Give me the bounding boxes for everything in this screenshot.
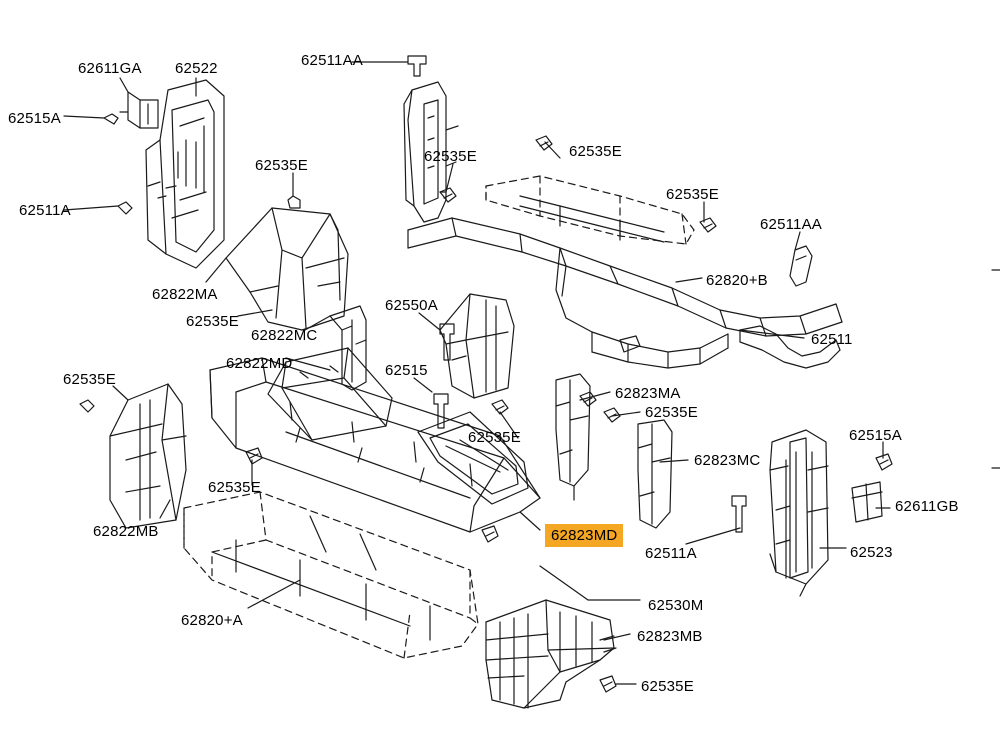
part-label-62511A-left[interactable]: 62511A: [19, 202, 71, 219]
part-label-62822MB[interactable]: 62822MB: [93, 523, 159, 540]
part-label-62535E-d[interactable]: 62535E: [666, 186, 719, 203]
part-label-62535E-c[interactable]: 62535E: [569, 143, 622, 160]
part-label-62523[interactable]: 62523: [850, 544, 893, 561]
part-label-62535E-a[interactable]: 62535E: [255, 157, 308, 174]
part-label-62515A-left[interactable]: 62515A: [8, 110, 61, 127]
part-label-62822MA[interactable]: 62822MA: [152, 286, 218, 303]
part-label-62535E-j[interactable]: 62535E: [641, 678, 694, 695]
part-label-62535E-e[interactable]: 62535E: [186, 313, 239, 330]
part-label-62550A[interactable]: 62550A: [385, 297, 438, 314]
part-label-62515A-right[interactable]: 62515A: [849, 427, 902, 444]
part-label-62823MA[interactable]: 62823MA: [615, 385, 681, 402]
part-label-62611GB[interactable]: 62611GB: [895, 498, 959, 515]
part-label-62823MD-highlighted[interactable]: 62823MD: [545, 524, 623, 547]
part-label-62611GA[interactable]: 62611GA: [78, 60, 142, 77]
part-label-62511[interactable]: 62511: [811, 331, 853, 348]
part-label-62823MB[interactable]: 62823MB: [637, 628, 703, 645]
part-label-62515[interactable]: 62515: [385, 362, 428, 379]
part-label-62522[interactable]: 62522: [175, 60, 218, 77]
part-label-62820A[interactable]: 62820+A: [181, 612, 243, 629]
part-label-62820B[interactable]: 62820+B: [706, 272, 768, 289]
part-label-62535E-b[interactable]: 62535E: [424, 148, 477, 165]
part-label-62511AA-top[interactable]: 62511AA: [301, 52, 364, 69]
part-label-62530M[interactable]: 62530M: [648, 597, 704, 614]
part-label-62535E-g[interactable]: 62535E: [645, 404, 698, 421]
part-label-62823MC[interactable]: 62823MC: [694, 452, 761, 469]
part-label-62511A-right[interactable]: 62511A: [645, 545, 697, 562]
part-label-62822MD[interactable]: 62822MD: [226, 355, 293, 372]
part-label-62535E-f[interactable]: 62535E: [63, 371, 116, 388]
part-label-62511AA-right[interactable]: 62511AA: [760, 216, 823, 233]
part-label-62822MC[interactable]: 62822MC: [251, 327, 318, 344]
part-label-62535E-h[interactable]: 62535E: [468, 429, 521, 446]
part-label-62535E-i[interactable]: 62535E: [208, 479, 261, 496]
